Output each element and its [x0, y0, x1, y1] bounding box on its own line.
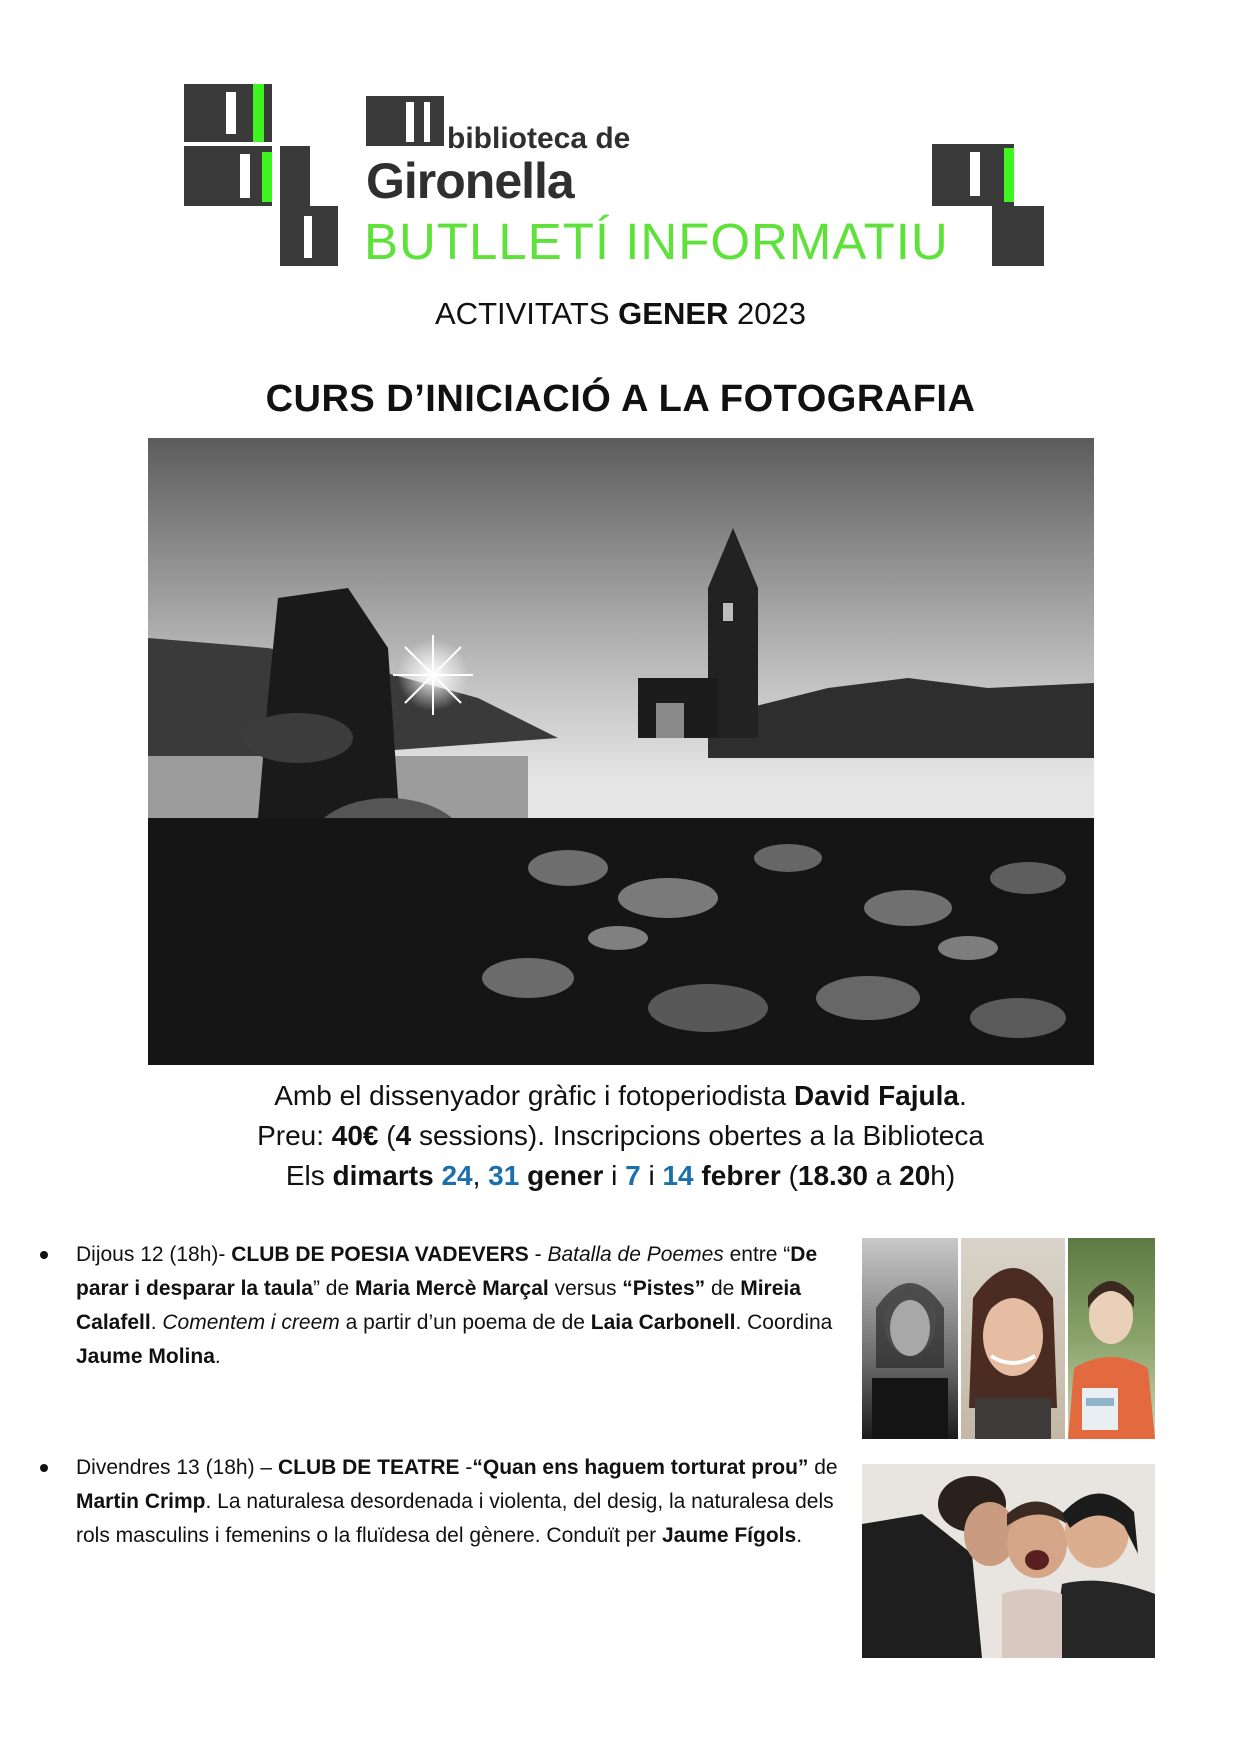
event-text: versus: [548, 1277, 623, 1300]
logo-green-bar: [1004, 148, 1014, 202]
month-prefix: ACTIVITATS: [435, 296, 610, 331]
logo-green-bar: [253, 84, 264, 142]
dates-prefix: Els: [285, 1160, 333, 1191]
event-text: ” de: [312, 1277, 355, 1300]
logo-green-bar: [262, 152, 272, 202]
logo-block: [932, 144, 1014, 206]
book-title: “Pistes”: [622, 1277, 706, 1300]
event-text: -: [459, 1456, 473, 1479]
poet-portrait-1: [862, 1238, 958, 1439]
month: febrer: [701, 1160, 781, 1191]
punctuation: h): [930, 1160, 956, 1191]
author-name: Martin Crimp: [76, 1490, 206, 1513]
logo-block: [280, 146, 310, 206]
course-instructor-line: [0, 1076, 1241, 1116]
event-text: . Coordina: [735, 1311, 833, 1334]
author-name: Maria Mercè Marçal: [354, 1277, 549, 1300]
logo-line-1: biblioteca de: [447, 122, 631, 155]
author-name: Mireia Calafell: [76, 1277, 801, 1334]
play-title: “Quan ens haguem torturat prou”: [472, 1456, 809, 1479]
course-dates-line: [0, 1156, 1241, 1196]
poet-portrait-3: [1068, 1238, 1155, 1439]
book-title: De parar i desparar la taula: [76, 1243, 818, 1300]
month-heading: [0, 296, 1241, 332]
event-text: a partir d’un poema de de: [339, 1311, 591, 1334]
event-theatre-club: [76, 1451, 852, 1553]
month: gener: [527, 1160, 604, 1191]
event-poetry-club: [76, 1238, 852, 1374]
photo-illustration: [148, 438, 1094, 1065]
punctuation: (: [780, 1160, 798, 1191]
date-number: 7: [625, 1160, 641, 1191]
weekday: dimarts: [332, 1160, 434, 1191]
logo-block: [280, 206, 338, 266]
event-club: CLUB DE POESIA VADEVERS: [231, 1243, 529, 1266]
event-date: Dijous 12 (18h)-: [76, 1243, 232, 1266]
date-number: 31: [488, 1160, 520, 1191]
price-label: Preu:: [257, 1120, 332, 1151]
bullet: [40, 1251, 48, 1259]
bullet: [40, 1464, 48, 1472]
month-name: GENER: [618, 296, 729, 331]
course-info: [0, 1076, 1241, 1196]
logo-line-2: Gironella: [366, 153, 574, 209]
punctuation: .: [214, 1345, 221, 1368]
logo-block: [992, 206, 1044, 266]
price-value: 40€: [331, 1120, 379, 1151]
sessions-count: 4: [395, 1120, 412, 1151]
event-text: .: [150, 1311, 163, 1334]
punctuation: -: [528, 1243, 548, 1266]
year: 2023: [737, 296, 806, 331]
course-price-line: [0, 1116, 1241, 1156]
conjunction: i: [640, 1160, 663, 1191]
punctuation: .: [796, 1524, 803, 1547]
event-date: Divendres 13 (18h) –: [76, 1456, 278, 1479]
poet-portrait-2: [961, 1238, 1065, 1439]
logo-block: [184, 146, 272, 206]
theatre-photo: [862, 1464, 1155, 1658]
date-number: 24: [441, 1160, 473, 1191]
punctuation: .: [958, 1080, 967, 1111]
conjunction: i: [603, 1160, 626, 1191]
leader-name: Jaume Fígols: [661, 1524, 797, 1547]
course-instructor-text: Amb el dissenyador gràfic i fotoperiodista: [274, 1080, 795, 1111]
course-instructor-name: David Fajula: [794, 1080, 959, 1111]
event-text: de: [808, 1456, 838, 1479]
event-subtitle: Batalla de Poemes: [547, 1243, 724, 1266]
event-club: CLUB DE TEATRE: [277, 1456, 460, 1479]
author-name: Laia Carbonell: [590, 1311, 736, 1334]
event-text: entre “: [723, 1243, 791, 1266]
start-time: 18.30: [797, 1160, 868, 1191]
event-text: de: [705, 1277, 741, 1300]
event-subtitle: Comentem i creem: [162, 1311, 340, 1334]
logo-book-icon: [366, 96, 444, 146]
logo-line-3: BUTLLETÍ INFORMATIU: [364, 213, 949, 270]
event-text: . La naturalesa desordenada i violenta, del desig, la naturalesa dels rols masculins i femenins o la fluïdesa del gènere. Conduït per: [76, 1490, 834, 1547]
registration-text: sessions). Inscripcions obertes a la Biblioteca: [411, 1120, 984, 1151]
date-number: 14: [662, 1160, 694, 1191]
end-time: 20: [899, 1160, 931, 1191]
punctuation: (: [378, 1120, 396, 1151]
course-title: CURS D’INICIACIÓ A LA FOTOGRAFIA: [265, 378, 976, 420]
punctuation: ,: [472, 1160, 489, 1191]
coordinator-name: Jaume Molina: [76, 1345, 215, 1368]
course-photo: [148, 438, 1094, 1065]
conjunction: a: [867, 1160, 900, 1191]
